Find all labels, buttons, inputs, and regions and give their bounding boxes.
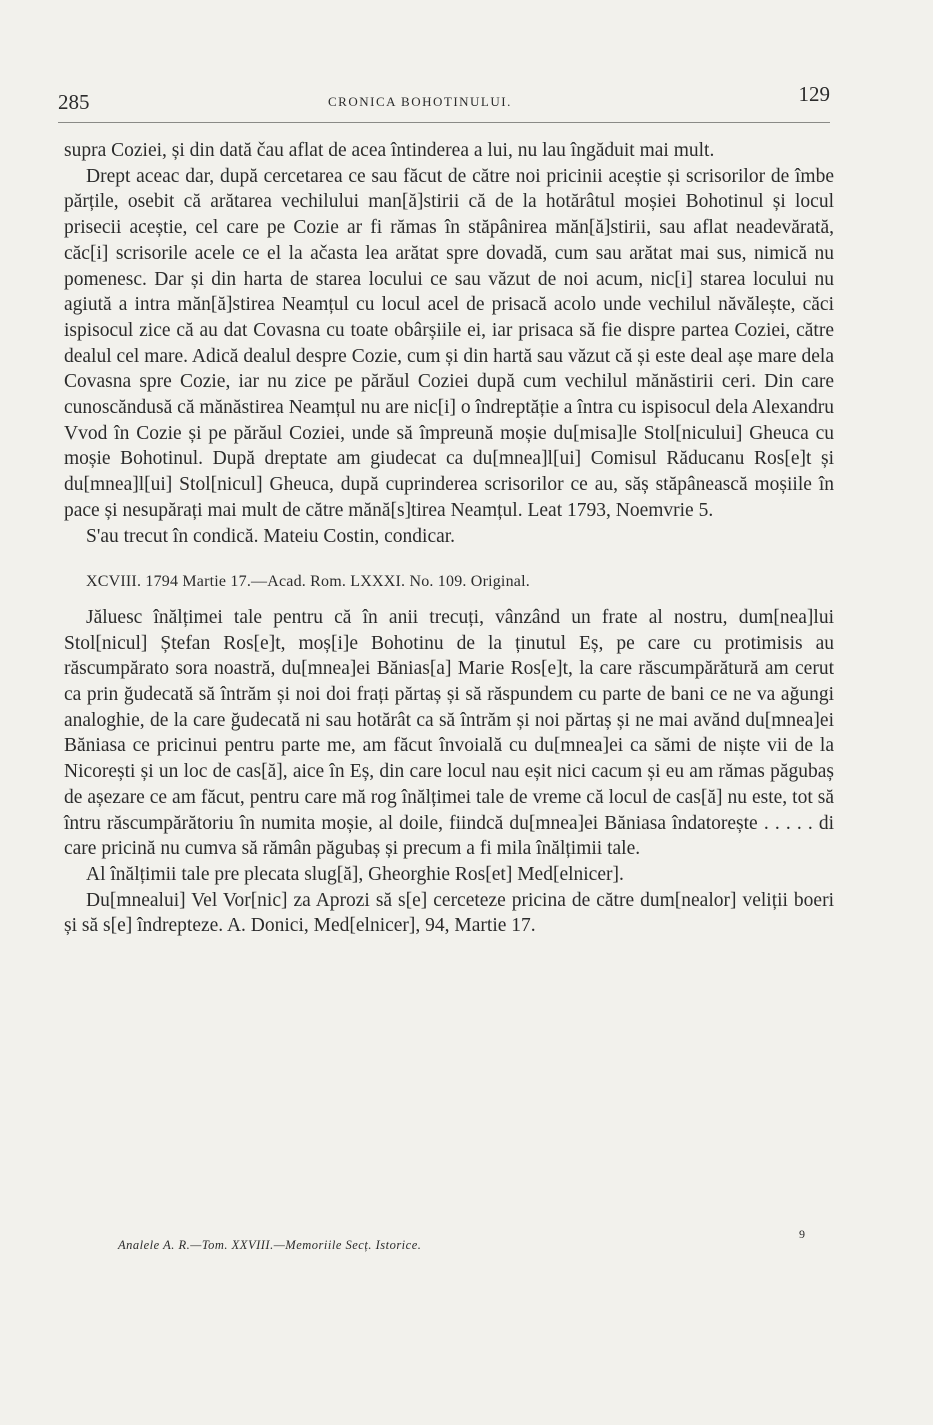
document-heading: XCVIII. 1794 Martie 17.—Acad. Rom. LXXXI. No. 109. Original. (86, 573, 530, 591)
page-number-left: 285 (58, 90, 90, 114)
running-header (58, 82, 830, 116)
body-text (64, 138, 834, 939)
paragraph-2: Drept aceac dar, după cercetarea ce sau făcut de către noi pricinii aceștie și scrisorilor de îmbe părțile, osebit că arătarea vechilului man[ă]stirii că de la hotărâtul moșiei Bohotinul și locul prisecii aceștie, cel care pe Cozie ar fi rămas în stăpânirea măn[ă]stirii, sau aflat neadevărată, căc[i] scrisorile acele ce el la ačasta lea arătat spre dovadă, cum sau arătat mai sus, nimică nu pomenesc. Dar și din harta de starea locului ce sau văzut de noi acum, nic[i] starea locului nu agiută a intra măn[ă]stirea Neamțul cu locul acel de prisacă acolo unde vechilul năvălește, căci ispisocul zice că au dat Covasna cu toate obârșiile ei, iar prisaca să fie dispre partea Coziei, către dealul cel mare. Adică dealul despre Cozie, cum și din hartă sau văzut că și este deal așe mare dela Covasna spre Cozie, iar nu zice pe părăul Coziei după cum vechilul mănăstirii ceri. Din care cunoscăndusă că mănăstirea Neamțul nu are nic[i] o îndreptăție a întra cu ispisocul dela Alexandru Vvod în Cozie și pe părăul Coziei, unde să împreună moșie du[misa]le Stol[nicului] Gheuca cu moșie Bohotinul. După dreptate am giudecat ca du[mnea]l[ui] Comisul Răducanu Ros[e]t și du[mnea]l[ui] Stol[nicul] Gheuca, după cuprinderea scrisorilor ce au, săș stăpânească moșiile în pace și nesupărați mai mult de către mănă[s]tirea Neamțul. Leat 1793, Noemvrie 5. (64, 165, 834, 521)
running-title: CRONICA BOHOTINULUI. (328, 94, 512, 109)
page-number-right: 129 (798, 82, 830, 106)
paragraph-5: Al înălțimii tale pre plecata slug[ă], Gheorghie Ros[et] Med[elnicer]. (86, 863, 624, 885)
paragraph-1: supra Coziei, și din dată čau aflat de acea întinderea a lui, nu lau îngăduit mai mult. (64, 140, 715, 161)
paragraph-3: S'au trecut în condică. Mateiu Costin, condicar. (86, 525, 456, 547)
footer-citation: Analele A. R.—Tom. XXVIII.—Memoriile Secț. Istorice. (118, 1238, 422, 1252)
header-rule (58, 122, 830, 123)
paragraph-6: Du[mnealui] Vel Vor[nic] za Aprozi să s[e] cerceteze pricina de către dum[nealor] veliții boeri și să s[e] îndrepteze. A. Donici, Med[elnicer], 94, Martie 17. (64, 889, 834, 937)
signature-mark: 9 (799, 1227, 805, 1241)
paragraph-4: Jăluesc înălțimei tale pentru că în anii trecuți, vânzând un frate al nostru, dum[nea]lui Stol[nicul] Ștefan Ros[e]t, moș[i]e Bohotinu de la ținutul Eș, pe care cu protimisis au răscumpărato sora noastră, du[mnea]ei Bănias[a] Marie Ros[e]t, la care răscumpărătură am cerut ca prin ğudecată să întrăm și noi doi frați părtaș și să răspundem cu parte de bani ce ne va ağungi analoghie, de la care ğudecată ni sau hotărât ca să întrăm și noi părtaș și ne mai avănd du[mnea]ei Băniasa ce pricinui pentru parte me, am făcut învoială cu du[mnea]ei ca sămi de niște vii de la Nicorești și un loc de cas[ă], aice în Eș, din care locul nau eșit nici cacum și eu am rămas păgubaș de așezare ce am făcut, pentru care mă rog înălțimei tale de vreme că locul de cas[ă] nu este, tot să întru răscumpărătoriu în numita moșie, al doile, fiindcă du[mnea]ei Băniasa îndatorește . . . . . di care pricină nu cumva să rămân păgubaș și precum a fi mila înălțimii tale. (64, 606, 834, 860)
